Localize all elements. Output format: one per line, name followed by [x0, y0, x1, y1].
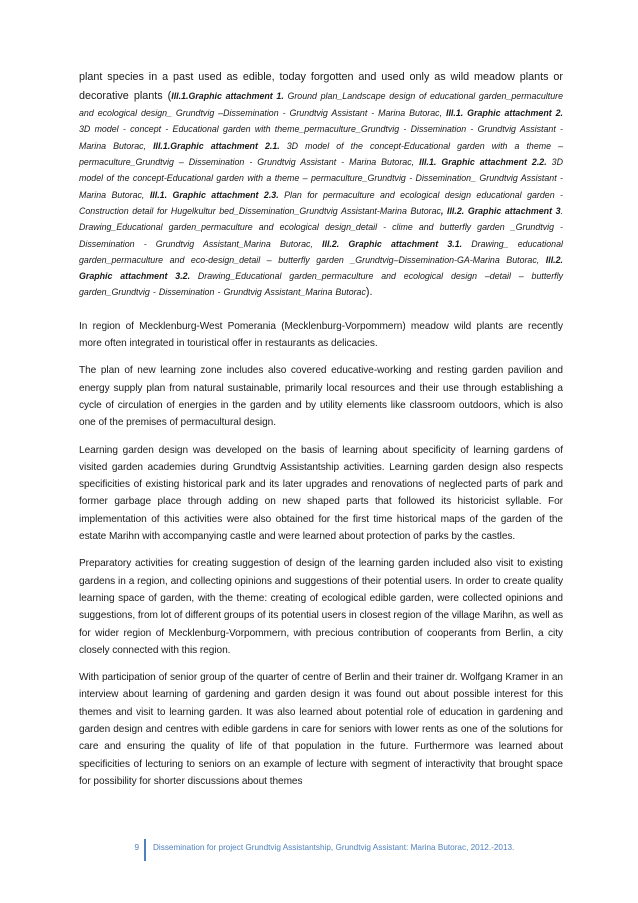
reference-paragraph — [79, 68, 563, 301]
paragraph-garden-design: Learning garden design was developed on the basis of learning about specificity of learning gardens of visited garden academies during Grundtvig Assistantship activities. Learning garden design also respects specificities of existing historical park and its later upgrades and renovations of neglected parts of park and former garbage place through adding on new shaped parts that followed its historicist syllable. For implementation of this activities were also obtained for the first time historical maps of the garden of the estate Marihn with accompanying castle and were learned about protection of parks by the castles. — [79, 444, 563, 543]
reference-text: 3D model of the concept-Educational garden with a theme – permaculture_Grundtvig - Dissemination_ Grundtvig Assistant - Marina Butorac, — [79, 157, 563, 200]
references-end: ). — [365, 286, 373, 299]
reference-text: 3D model - concept - Educational garden with theme_permaculture_Grundtvig - Dissemination - Grundtvig Assistant - Marina Butorac, — [79, 124, 563, 151]
reference-text: Plan for permaculture and ecological design educational garden - Construction detail for Hugelkultur bed_Dissemination_Grundtvig Assistant-Marina Butorac — [79, 189, 563, 216]
paragraph-learning-zone: The plan of new learning zone includes also covered educative-working and resting garden pavilion and energy supply plan from natural sustainable, primarily local resources and their use through establishing a cycle of circulation of energies in the garden and by utility elements like classroom outdoors, which is also one of the premises of permacultural design. — [79, 365, 563, 429]
reference-label: Ill.1. Graphic attachment 2.3. — [149, 189, 279, 200]
reference-label: Ill.2. Graphic attachment 3.2. — [79, 254, 563, 282]
page-number: 9 — [134, 843, 139, 852]
reference-text: Ground plan_Landscape design of educational garden_permaculture and ecological design_ Grundtvig –Dissemination - Grundtvig Assistant - Marina Butorac, — [79, 90, 563, 119]
footer-divider — [144, 839, 146, 861]
reference-text: 3D model of the concept-Educational garden with a theme – permaculture_Grundtvig – Dissemination - Grundtvig Assistant - Marina Butorac, — [79, 140, 563, 168]
paragraph-meadow-plants: In region of Mecklenburg-West Pomerania (Mecklenburg-Vorpommern) meadow wild plants are recently more often integrated in touristical offer in restaurants as delicacies. — [79, 320, 563, 350]
page-content — [79, 68, 563, 800]
paragraph-preparatory-activities: Preparatory activities for creating suggestion of design of the learning garden included also visit to existing gardens in a region, and collecting opinions and suggestions of their potential users. In order to create quality learning space of garden, with the theme: creating of ecological edible garden, were collected opinions and suggestions, from lot of different groups of its potential users in closest region of the village Marihn, as well as for wider region of Mecklenburg-Vorpommern, with precious contribution of cooperants from Berlin, a city closely connected with this region. — [79, 558, 563, 656]
reference-label: Ill.1.Graphic attachment 2.1. — [153, 140, 280, 151]
paragraph-senior-group: With participation of senior group of the quarter of centre of Berlin and their trainer dr. Wolfgang Kramer in an interview about learning of gardening and garden design it was found out about possible interest for this themes and visit to learning garden. It was also learned about potential role of education in gardening and garden design and centres with edible gardens in care for seniors with lower rents as one of the solutions for care and ensuring the quality of life of that population in the future. Furthermore was learned about specificities of lecturing to seniors on an example of lecture with segment of interactivity that brought space for possibility for shorter discussions about themes — [79, 672, 563, 787]
reference-label: , Ill.2. Graphic attachment 3 — [440, 205, 561, 216]
reference-text: Drawing_ educational garden_permaculture and eco-design_detail – butterfly garden _Grundtvig–Dissemination-GA-Marina Butorac, — [79, 238, 563, 265]
reference-label: Ill.2. Graphic attachment 3.1. — [322, 238, 463, 249]
reference-label: Ill.1. Graphic attachment 2. — [445, 108, 563, 119]
footer-text: Dissemination for project Grundtvig Assistantship, Grundtvig Assistant: Marina Butorac, 2012.-2013. — [153, 843, 515, 852]
reference-label: Ill.1. Graphic attachment 2.2. — [419, 157, 547, 168]
reference-text: . Drawing_Educational garden_permaculture and ecological design_detail - clime and butterfly garden _Grundtvig - Dissemination - Grundtvig Assistant_Marina Butorac, — [79, 205, 564, 249]
reference-text: Drawing_Educational garden_permaculture and ecological design –detail – butterfly garden_Grundtvig - Dissemination - Grundtvig Assistant_Marina Butorac — [79, 271, 563, 298]
paragraph-intro: plant species in a past used as edible, today forgotten and used only as wild meadow plants or decorative plants ( — [79, 71, 563, 102]
page-footer — [79, 841, 563, 863]
reference-label: Ill.1.Graphic attachment 1. — [171, 90, 284, 101]
